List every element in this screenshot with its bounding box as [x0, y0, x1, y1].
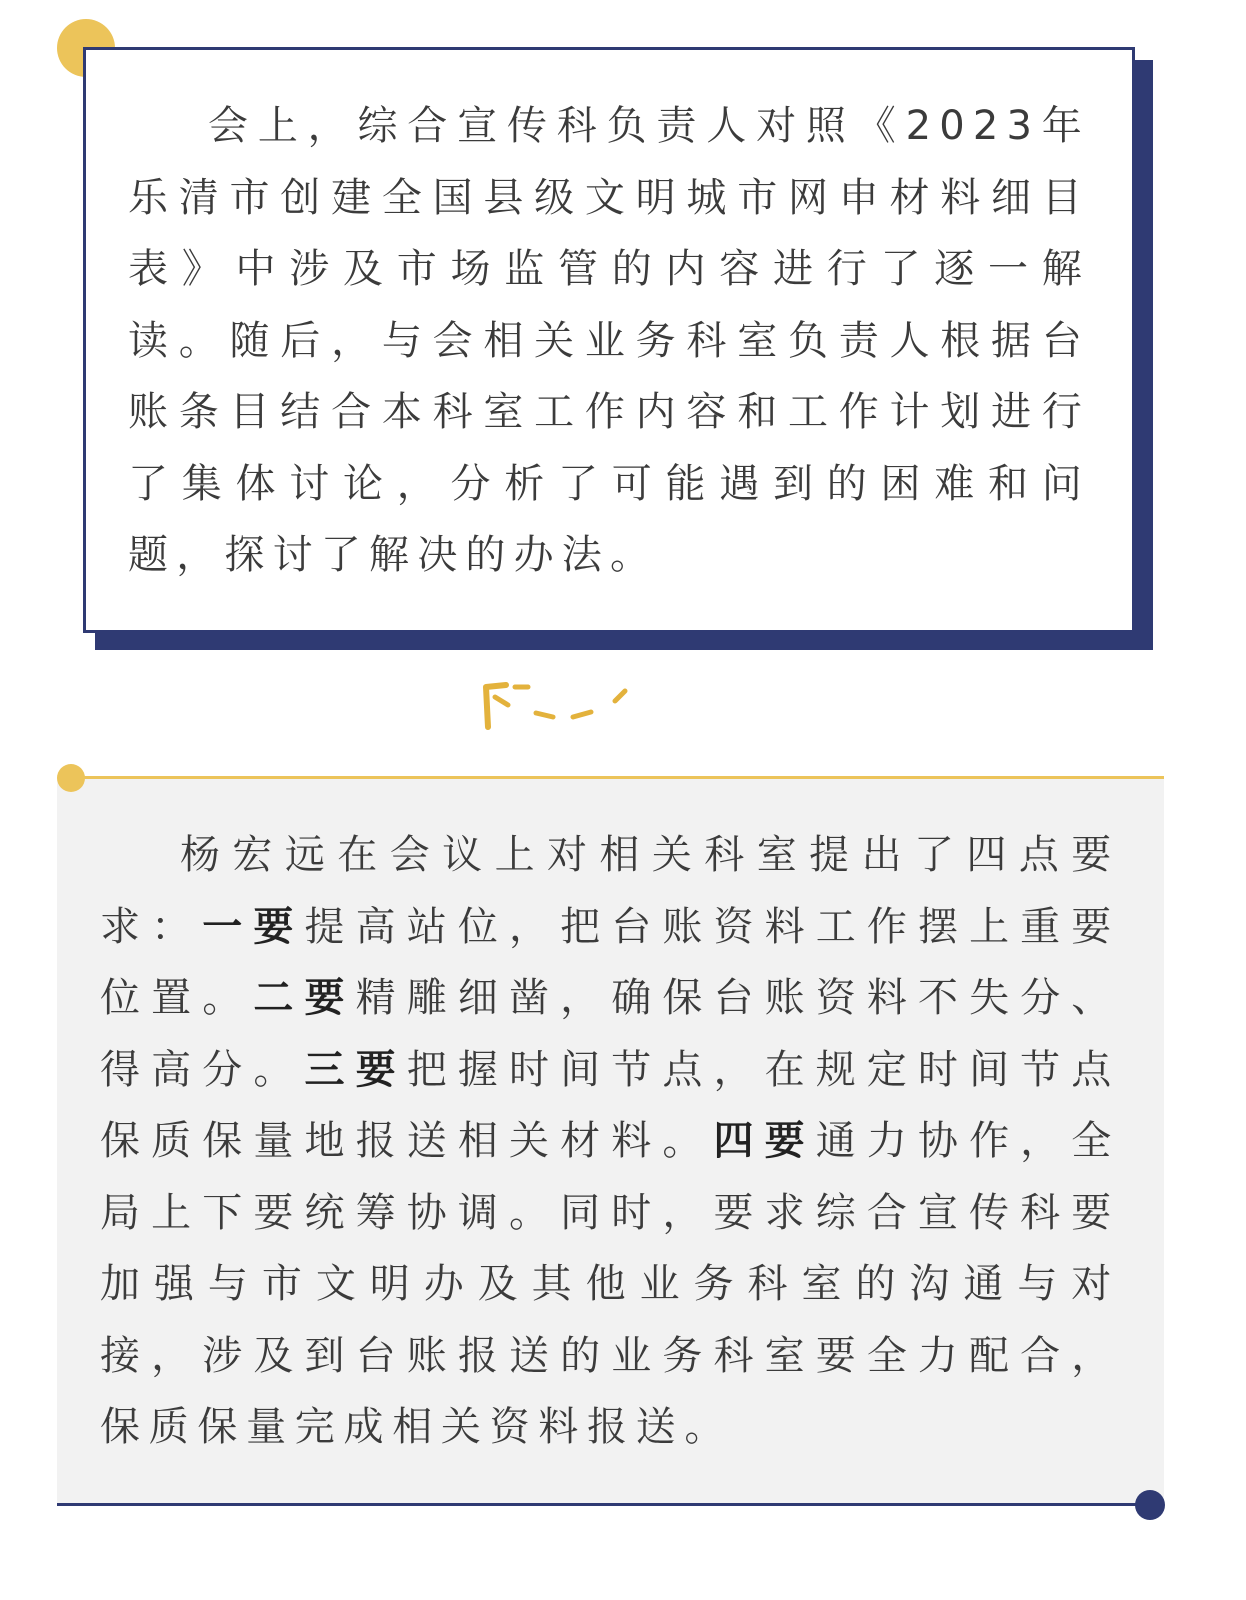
- requirement-1-text: 提高站位，把台账资料工作摆上重要位置。: [100, 903, 1121, 1021]
- dash-divider-icon: [478, 675, 638, 735]
- requirement-2-text: 精雕细凿，确保台账资料不失分、得高分。: [100, 975, 1121, 1093]
- requirement-4-text: 通力协作，全局上下要统筹协调。: [100, 1118, 1121, 1236]
- gold-top-rule: [70, 776, 1164, 779]
- requirement-3-text: 把握时间节点，在规定时间节点保质保量地报送相关材料。: [100, 1046, 1120, 1164]
- requirement-1-label: 一要: [202, 903, 305, 950]
- requirements-paragraph: [100, 820, 1120, 1464]
- requirements-closing: 同时，要求综合宣传科要加强与市文明办及其他业务科室的沟通与对接，涉及到台账报送的业务科室要全力配合，保质保量完成相关资料报送。: [100, 1189, 1120, 1450]
- meeting-summary-paragraph: 会上，综合宣传科负责人对照《2023年乐清市创建全国县级文明城市网申材料细目表》中涉及市场监管的内容进行了逐一解读。随后，与会相关业务科室负责人根据台账条目结合本科室工作内容和工作计划进行了集体讨论，分析了可能遇到的困难和问题，探讨了解决的办法。: [128, 103, 1090, 578]
- navy-bottom-rule: [57, 1503, 1149, 1506]
- gold-dot-decoration: [57, 764, 85, 792]
- navy-dot-decoration: [1135, 1490, 1165, 1520]
- requirement-3-label: 三要: [304, 1046, 407, 1093]
- requirement-4-label: 四要: [713, 1118, 816, 1164]
- requirements-intro: 杨宏远在会议上对相关科室提出了四点要求：: [100, 832, 1120, 950]
- requirement-2-label: 二要: [253, 975, 356, 1021]
